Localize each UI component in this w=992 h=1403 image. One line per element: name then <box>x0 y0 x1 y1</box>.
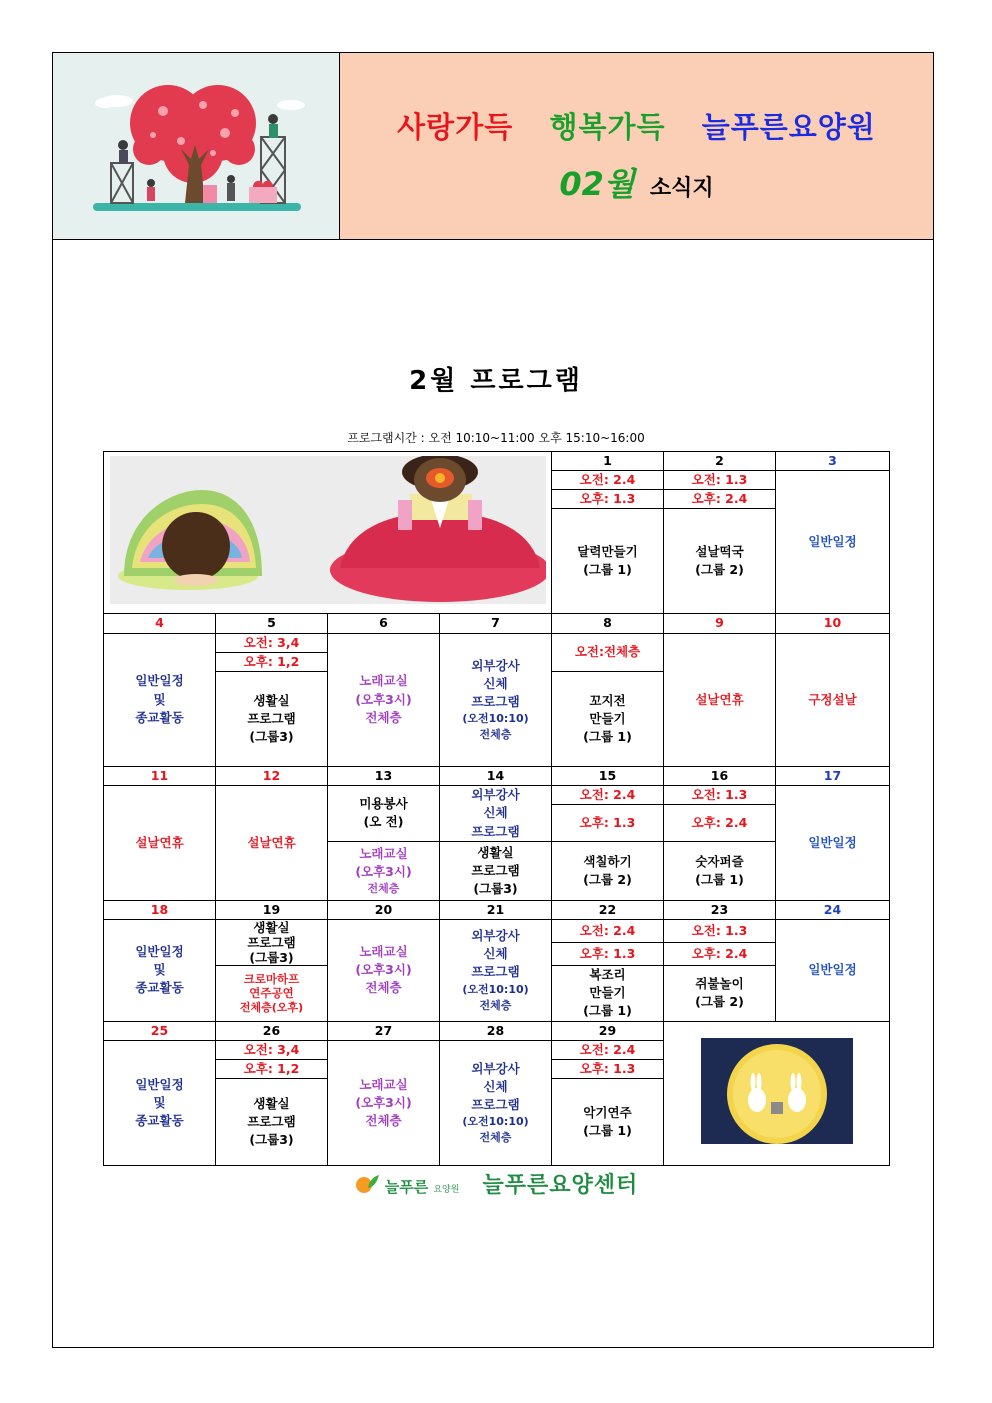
program-calendar <box>103 451 890 1166</box>
day-11: 11 <box>104 766 216 785</box>
logo-text: 늘푸른 <box>384 1178 429 1196</box>
day-20: 20 <box>328 901 440 920</box>
day-20-activity: 노래교실 (오후3시) 전체층 <box>328 920 440 1021</box>
day-16: 16 <box>664 766 776 785</box>
day-3: 3 <box>776 452 890 471</box>
day-27-activity: 노래교실 (오후3시) 전체층 <box>328 1040 440 1165</box>
day-4-activity: 일반일정 및 종교활동 <box>104 633 216 766</box>
day-8: 8 <box>552 614 664 633</box>
day-12: 12 <box>216 766 328 785</box>
day-2-am: 오전: 1.3 <box>664 471 776 490</box>
day-1-am: 오전: 2.4 <box>552 471 664 490</box>
day-13-am-activity: 미용봉사 (오 전) <box>328 785 440 841</box>
day-19: 19 <box>216 901 328 920</box>
day-14: 14 <box>440 766 552 785</box>
day-22: 22 <box>552 901 664 920</box>
day-13-pm-activity: 노래교실 (오후3시) 전체층 <box>328 842 440 901</box>
day-26-activity: 생활실 프로그램 (그룹3) <box>216 1078 328 1165</box>
day-26: 26 <box>216 1021 328 1040</box>
header <box>53 53 933 240</box>
day-23-am: 오전: 1.3 <box>664 920 776 943</box>
day-24: 24 <box>776 901 890 920</box>
day-3-activity: 일반일정 <box>776 471 890 614</box>
day-29-activity: 악기연주 (그룹 1) <box>552 1078 664 1165</box>
center-name: 늘푸른요양센터 <box>482 1173 639 1198</box>
day-21: 21 <box>440 901 552 920</box>
day-19-pm-activity: 크로마하프 연주공연 전체층(오후) <box>216 966 328 1021</box>
day-1-pm: 오후: 1.3 <box>552 490 664 509</box>
day-13: 13 <box>328 766 440 785</box>
day-4: 4 <box>104 614 216 633</box>
day-6: 6 <box>328 614 440 633</box>
day-7: 7 <box>440 614 552 633</box>
day-28-activity: 외부강사 신체 프로그램 (오전10:10) 전체층 <box>440 1040 552 1165</box>
day-10: 10 <box>776 614 890 633</box>
bowing-children-illustration <box>110 456 546 604</box>
day-7-activity: 외부강사 신체 프로그램 (오전10:10) 전체층 <box>440 633 552 766</box>
day-22-activity: 복조리 만들기 (그룹 1) <box>552 966 664 1021</box>
day-23-activity: 쥐불놀이 (그룹 2) <box>664 966 776 1021</box>
day-15-pm: 오후: 1.3 <box>552 805 664 842</box>
day-18-activity: 일반일정 및 종교활동 <box>104 920 216 1021</box>
program-title: 2월 프로그램 <box>409 366 583 396</box>
day-27: 27 <box>328 1021 440 1040</box>
day-2-pm: 오후: 2.4 <box>664 490 776 509</box>
bowing-illustration-cell <box>104 452 552 614</box>
day-18: 18 <box>104 901 216 920</box>
day-12-activity: 설날연휴 <box>216 785 328 900</box>
day-2: 2 <box>664 452 776 471</box>
day-25-activity: 일반일정 및 종교활동 <box>104 1040 216 1165</box>
day-8-activity: 꼬지전 만들기 (그룹 1) <box>552 671 664 766</box>
newsletter-title: 사랑가득 행복가득 늘푸른요양원 <box>397 110 876 144</box>
moon-rabbits-illustration <box>701 1038 853 1144</box>
day-14-am-activity: 외부강사 신체 프로그램 <box>440 785 552 841</box>
day-29-pm: 오후: 1.3 <box>552 1059 664 1078</box>
day-9-activity: 설날연휴 <box>664 633 776 766</box>
day-17-activity: 일반일정 <box>776 785 890 900</box>
day-29: 29 <box>552 1021 664 1040</box>
day-1: 1 <box>552 452 664 471</box>
day-28: 28 <box>440 1021 552 1040</box>
program-time: 프로그램시간 : 오전 10:10~11:00 오후 15:10~16:00 <box>347 431 645 445</box>
day-23-pm: 오후: 2.4 <box>664 943 776 966</box>
day-2-activity: 설날떡국 (그룹 2) <box>664 509 776 614</box>
heart-tree-illustration <box>53 53 340 239</box>
day-22-am: 오전: 2.4 <box>552 920 664 943</box>
day-24-activity: 일반일정 <box>776 920 890 1021</box>
day-11-activity: 설날연휴 <box>104 785 216 900</box>
day-26-am: 오전: 3,4 <box>216 1040 328 1059</box>
day-29-am: 오전: 2.4 <box>552 1040 664 1059</box>
day-10-activity: 구정설날 <box>776 633 890 766</box>
footer <box>0 1168 992 1199</box>
day-9: 9 <box>664 614 776 633</box>
day-5-activity: 생활실 프로그램 (그룹3) <box>216 671 328 766</box>
day-16-am: 오전: 1.3 <box>664 785 776 804</box>
day-16-pm: 오후: 2.4 <box>664 805 776 842</box>
day-19-am-activity: 생활실 프로그램 (그룹3) <box>216 920 328 966</box>
day-16-activity: 숫자퍼즐 (그룹 1) <box>664 842 776 901</box>
day-8-am: 오전:전체층 <box>552 633 664 671</box>
day-23: 23 <box>664 901 776 920</box>
sun-leaf-logo-icon <box>354 1172 380 1194</box>
day-5: 5 <box>216 614 328 633</box>
day-26-pm: 오후: 1,2 <box>216 1059 328 1078</box>
moon-illustration-cell <box>664 1021 890 1165</box>
day-25: 25 <box>104 1021 216 1040</box>
day-22-pm: 오후: 1.3 <box>552 943 664 966</box>
day-14-pm-activity: 생활실 프로그램 (그룹3) <box>440 842 552 901</box>
newsletter-title-panel <box>340 53 933 239</box>
day-15: 15 <box>552 766 664 785</box>
day-1-activity: 달력만들기 (그룹 1) <box>552 509 664 614</box>
logo-subtext: 요양원 <box>433 1185 460 1195</box>
day-5-am: 오전: 3,4 <box>216 633 328 652</box>
issue-month: 02월 <box>559 165 635 203</box>
day-15-am: 오전: 2.4 <box>552 785 664 804</box>
day-17: 17 <box>776 766 890 785</box>
day-21-activity: 외부강사 신체 프로그램 (오전10:10) 전체층 <box>440 920 552 1021</box>
day-15-activity: 색칠하기 (그룹 2) <box>552 842 664 901</box>
issue-line <box>340 159 933 205</box>
day-6-activity: 노래교실 (오후3시) 전체층 <box>328 633 440 766</box>
issue-label: 소식지 <box>649 176 714 201</box>
day-5-pm: 오후: 1,2 <box>216 652 328 671</box>
